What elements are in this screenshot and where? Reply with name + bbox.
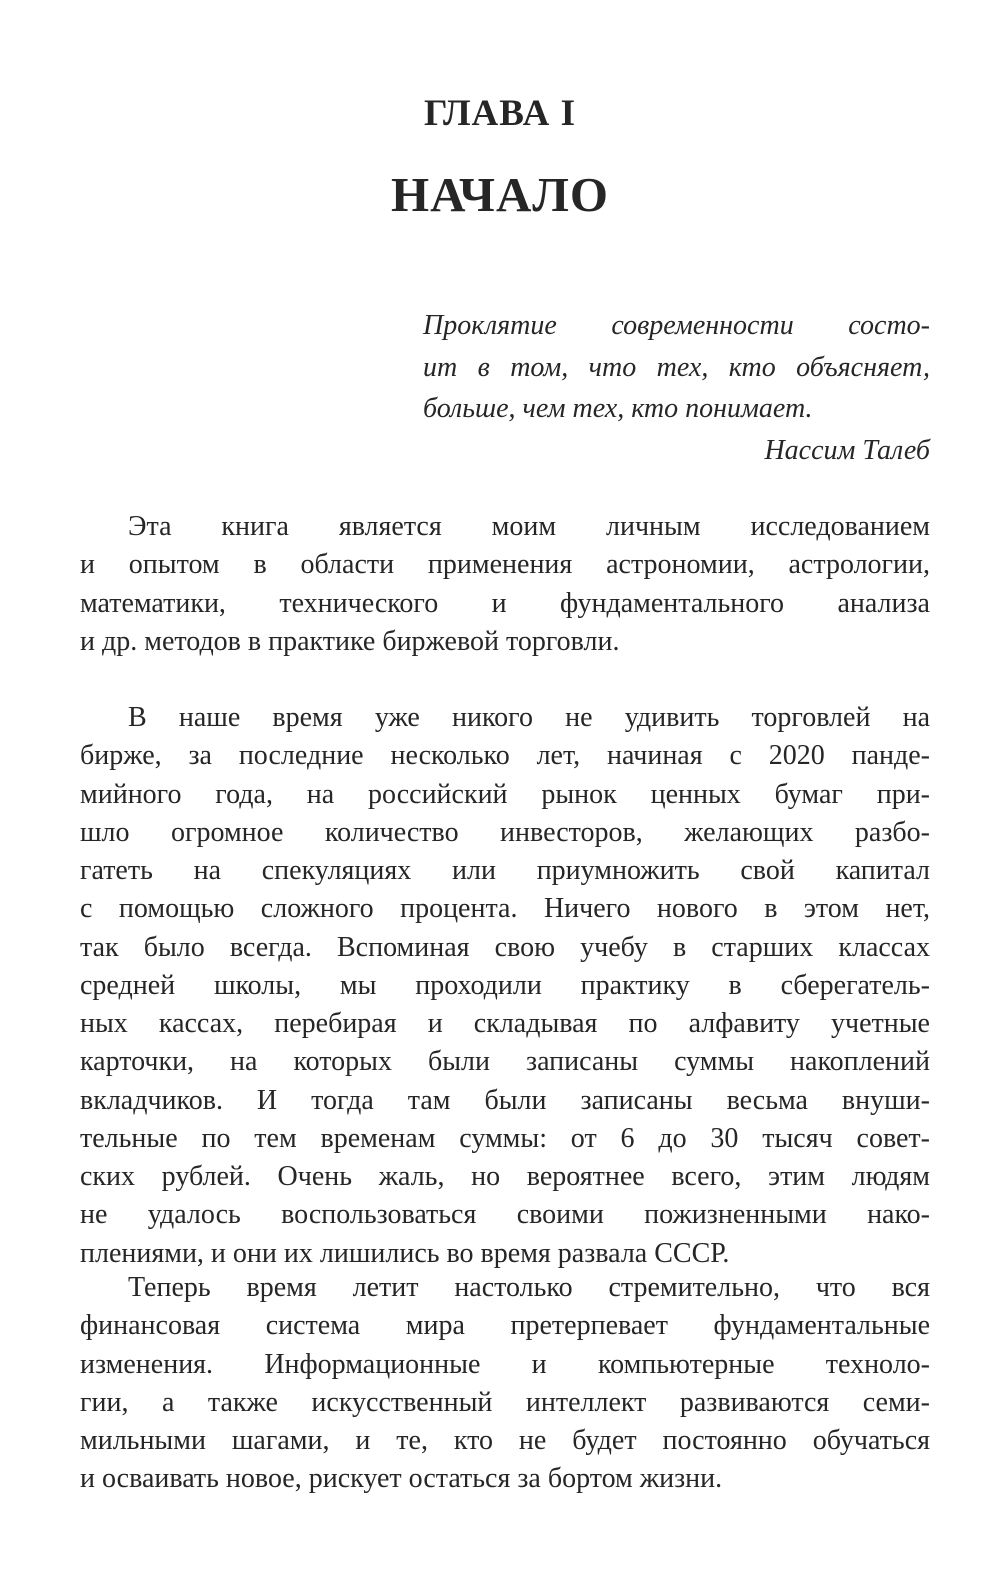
text-line: гии, а также искусственный интеллект развиваются семи-: [80, 1386, 930, 1418]
text-line: Эта книга является моим личным исследованием: [128, 511, 930, 542]
text-line: тельные по тем временам суммы: от 6 до 30 тысяч совет-: [80, 1122, 930, 1154]
epigraph-author: Нассим Талеб: [764, 434, 930, 466]
epigraph: [423, 305, 930, 471]
text-line: ских рублей. Очень жаль, но вероятнее всего, этим людям: [80, 1161, 930, 1192]
text-line: плениями, и они их лишились во время развала СССР.: [80, 1237, 730, 1269]
text-line: с помощью сложного процента. Ничего нового в этом нет,: [80, 893, 930, 925]
text-line: средней школы, мы проходили практику в сберегатель-: [80, 969, 930, 1001]
chapter-label: ГЛАВА I: [424, 93, 576, 134]
text-line: мийного года, на российский рынок ценных бумаг при-: [80, 778, 930, 810]
text-line: мильными шагами, и те, кто не будет постоянно обучаться: [80, 1425, 930, 1456]
text-line: не удалось воспользоваться своими пожизненными нако-: [80, 1199, 930, 1231]
text-line: и осваивать новое, рискует остаться за бортом жизни.: [80, 1463, 723, 1495]
text-line: и др. методов в практике биржевой торговли.: [80, 625, 620, 657]
text-line: вкладчиков. И тогда там были записаны весьма внуши-: [80, 1084, 930, 1116]
text-line: математики, технического и фундаментального анализа: [80, 587, 930, 619]
text-line: так было всегда. Вспоминая свою учебу в старших классах: [80, 931, 930, 963]
epigraph-line: Проклятие современности состо-: [423, 310, 930, 341]
paragraph-1: [80, 508, 930, 661]
paragraph-3: [80, 1269, 930, 1499]
text-line: финансовая система мира претерпевает фундаментальные: [80, 1310, 930, 1342]
text-line: шло огромное количество инвесторов, желающих разбо-: [80, 816, 930, 848]
text-line: изменения. Информационные и компьютерные техноло-: [80, 1348, 930, 1380]
text-line: карточки, на которых были записаны суммы накоплений: [80, 1046, 930, 1078]
text-line: ных кассах, перебирая и складывая по алфавиту учетные: [80, 1008, 930, 1039]
epigraph-line: больше, чем тех, кто понимает.: [423, 393, 813, 424]
text-line: бирже, за последние несколько лет, начиная с 2020 панде-: [80, 740, 930, 772]
text-line: Теперь время летит настолько стремительно, что вся: [128, 1272, 930, 1303]
text-line: и опытом в области применения астрономии, астрологии,: [80, 549, 930, 581]
text-line: В наше время уже никого не удивить торговлей на: [128, 702, 930, 733]
chapter-title: НАЧАЛО: [390, 167, 610, 222]
epigraph-line: ит в том, что тех, кто объясняет,: [423, 351, 930, 383]
text-line: гатеть на спекуляциях или приумножить свой капитал: [80, 855, 930, 886]
paragraph-2: [80, 699, 930, 1273]
